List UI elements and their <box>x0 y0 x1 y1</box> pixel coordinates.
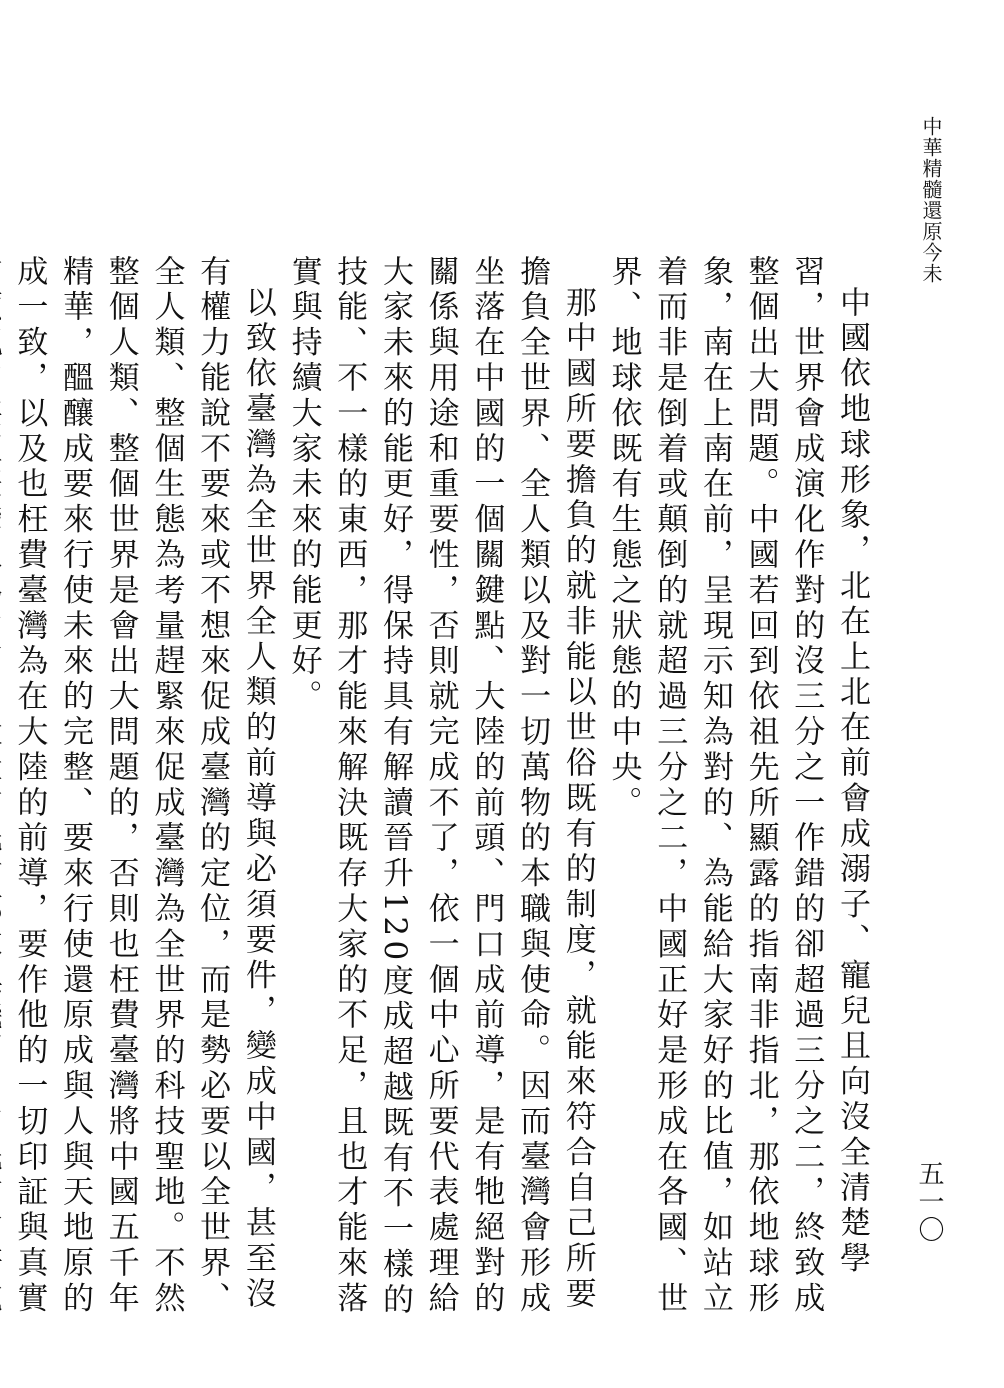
paragraph-2: 那中國所要擔負的就非能以世俗既有的制度，就能來符合自己所要擔負全世界、全人類以及對一切萬物的本職與使命。因而臺灣會形成坐落在中國的一個關鍵點、大陸的前頭、門口成前導，是有牠絕對的關係與用途和重要性，否則就完成不了，依一個中心所要代表處理給大家未來的能更好，得保持具有解讀晉升120度成超越既有不一樣的技能、不一樣的東西，那才能來解決既存大家的不足，且也才能來落實與持續大家未來的能更好。 <box>285 255 596 1319</box>
running-header: 中華精髓還原今未 <box>919 116 943 284</box>
body-text <box>0 255 874 1325</box>
paragraph-3: 以致依臺灣為全世界全人類的前導與必須要件，變成中國，甚至沒有權力能說不要來或不想來促成臺灣的定位，而是勢必要以全世界、全人類、整個生態為考量趕緊來促成臺灣為全世界的科技聖地。不然整個人類、整個世界是會出大問題的，否則也枉費臺灣將中國五千年精華，醞釀成要來行使未來的完整、要來行使還原成與人與天地原的成一致，以及也枉費臺灣為在大陸的前導，要作他的一切印証與真實 <box>11 255 276 1317</box>
paragraph-1: 中國依地球形象，北在上北在前會成溺子、寵兒且向沒全清楚學習，世界會成演化作對的沒三分之一作錯的卻超過三分之二，終致成整個出大問題。中國若回到依祖先所顯露的指南非指北，那依地球形象，南在上南在前，呈現示知為對的、為能給大家好的比值，如站立着而非是倒着或顛倒的就超過三分之二，中國正好是形成在各國、世界、地球依既有生態之狀態的中央。 <box>605 255 870 1317</box>
page-number: 五一〇 <box>914 1160 944 1244</box>
